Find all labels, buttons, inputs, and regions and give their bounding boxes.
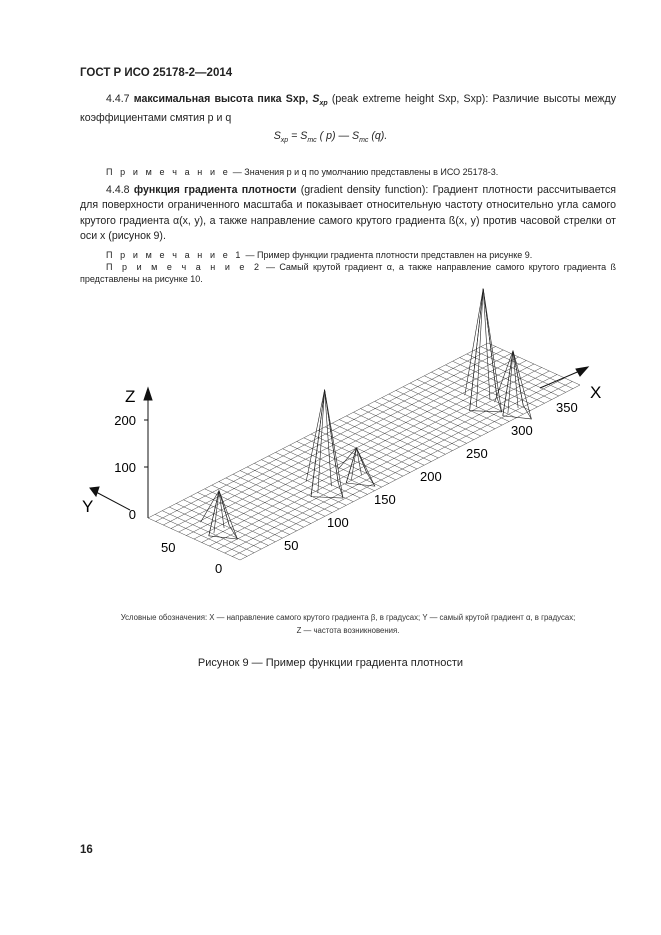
y-tick: 50	[161, 540, 176, 555]
term: функция градиента плотности	[133, 184, 297, 196]
note-text: — Самый крутой градиент α, а также направление самого крутого градиента ß представлены на рисунке 10.	[80, 262, 616, 284]
x-tick: 100	[327, 515, 349, 530]
grid-line	[483, 289, 490, 401]
grid-line	[219, 491, 229, 526]
grid-line	[346, 448, 356, 483]
y-axis-label: Y	[82, 497, 94, 516]
formula	[0, 130, 661, 144]
section-4-4-7	[80, 92, 616, 127]
x-tick: 250	[466, 446, 488, 461]
section-number: 4.4.7	[106, 93, 134, 105]
figure-legend	[80, 611, 616, 637]
z-tick: 200	[114, 413, 136, 428]
term: максимальная высота пика Sxp,	[133, 93, 313, 105]
term-subscript: xp	[319, 100, 328, 108]
f-arg: ( p) — S	[316, 130, 360, 142]
figure-caption: Рисунок 9 — Пример функции градиента плотности	[197, 657, 464, 669]
note-label: П р и м е ч а н и е 1	[106, 250, 244, 260]
grid-line	[209, 371, 549, 546]
grid-line	[225, 378, 565, 553]
grid-line	[356, 448, 366, 473]
note	[80, 249, 616, 261]
x-tick: 350	[556, 400, 578, 415]
note-text: — Пример функции градиента плотности представлен на рисунке 9.	[243, 250, 533, 260]
f-arg: (q).	[368, 130, 388, 142]
x-axis-label: X	[590, 383, 602, 402]
note-label: П р и м е ч а н и е 2	[106, 262, 262, 272]
page-number: 16	[80, 844, 93, 856]
legend-line: Z — частота возникновения.	[296, 626, 400, 635]
section-number: 4.4.8	[106, 184, 134, 196]
figure-3d-surface	[0, 280, 661, 600]
z-tick: 100	[114, 460, 136, 475]
y-axis-arrow	[90, 487, 130, 510]
grid-line	[232, 382, 572, 557]
definition-text: (peak extreme height Sxp, Sxp): Различие высоты между коэффициентами смятия p и q	[80, 93, 616, 125]
note-label: П р и м е ч а н и е	[106, 167, 231, 177]
y-ticks	[161, 540, 222, 576]
grid-line	[356, 448, 361, 475]
section-4-4-8	[80, 183, 616, 244]
grid-line	[219, 491, 237, 539]
y-tick: 0	[215, 561, 223, 576]
grid-line	[470, 289, 484, 411]
grid-line	[156, 347, 496, 522]
f-sub: xp	[280, 137, 289, 145]
grid-line	[476, 289, 483, 408]
z-axis-label: Z	[125, 387, 136, 406]
x-tick: 200	[420, 469, 442, 484]
x-tick: 300	[511, 423, 533, 438]
x-tick: 50	[284, 538, 299, 553]
grid-line	[179, 357, 519, 532]
surface-peaks	[201, 289, 532, 539]
grid-line	[217, 375, 557, 550]
note	[80, 166, 616, 178]
f-eq: = S	[288, 130, 308, 142]
z-tick: 0	[128, 507, 136, 522]
z-ticks	[114, 413, 136, 522]
grid-line	[325, 390, 332, 487]
x-tick: 150	[374, 492, 396, 507]
z-axis	[144, 388, 152, 518]
f-lhs: S	[273, 130, 281, 142]
grid-line	[240, 385, 580, 560]
f-sub: mc	[359, 137, 369, 145]
note-text: — Значения p и q по умолчанию представлены в ИСО 25178-3.	[230, 167, 499, 177]
grid-line	[171, 354, 511, 529]
f-sub: mc	[307, 137, 317, 145]
legend-line: Условные обозначения: X — направление самого крутого градиента β, в градусах; Y — самый крутой градиент α, в градусах;	[120, 613, 576, 622]
grid-line	[202, 368, 542, 543]
definition-text: (gradient density function): Градиент плотности рассчитывается для поверхности ограниченного масштаба и показывает относительную частоту относительно угла самого крутого градиента α(x, y), а также направление самого крутого градиента ß(x, y) против часовой стрелки от оси x (рисунок 9).	[80, 184, 616, 242]
grid-line	[483, 289, 497, 397]
standard-header: ГОСТ Р ИСО 25178-2—2014	[80, 67, 233, 79]
term-symbol: S	[312, 93, 320, 105]
